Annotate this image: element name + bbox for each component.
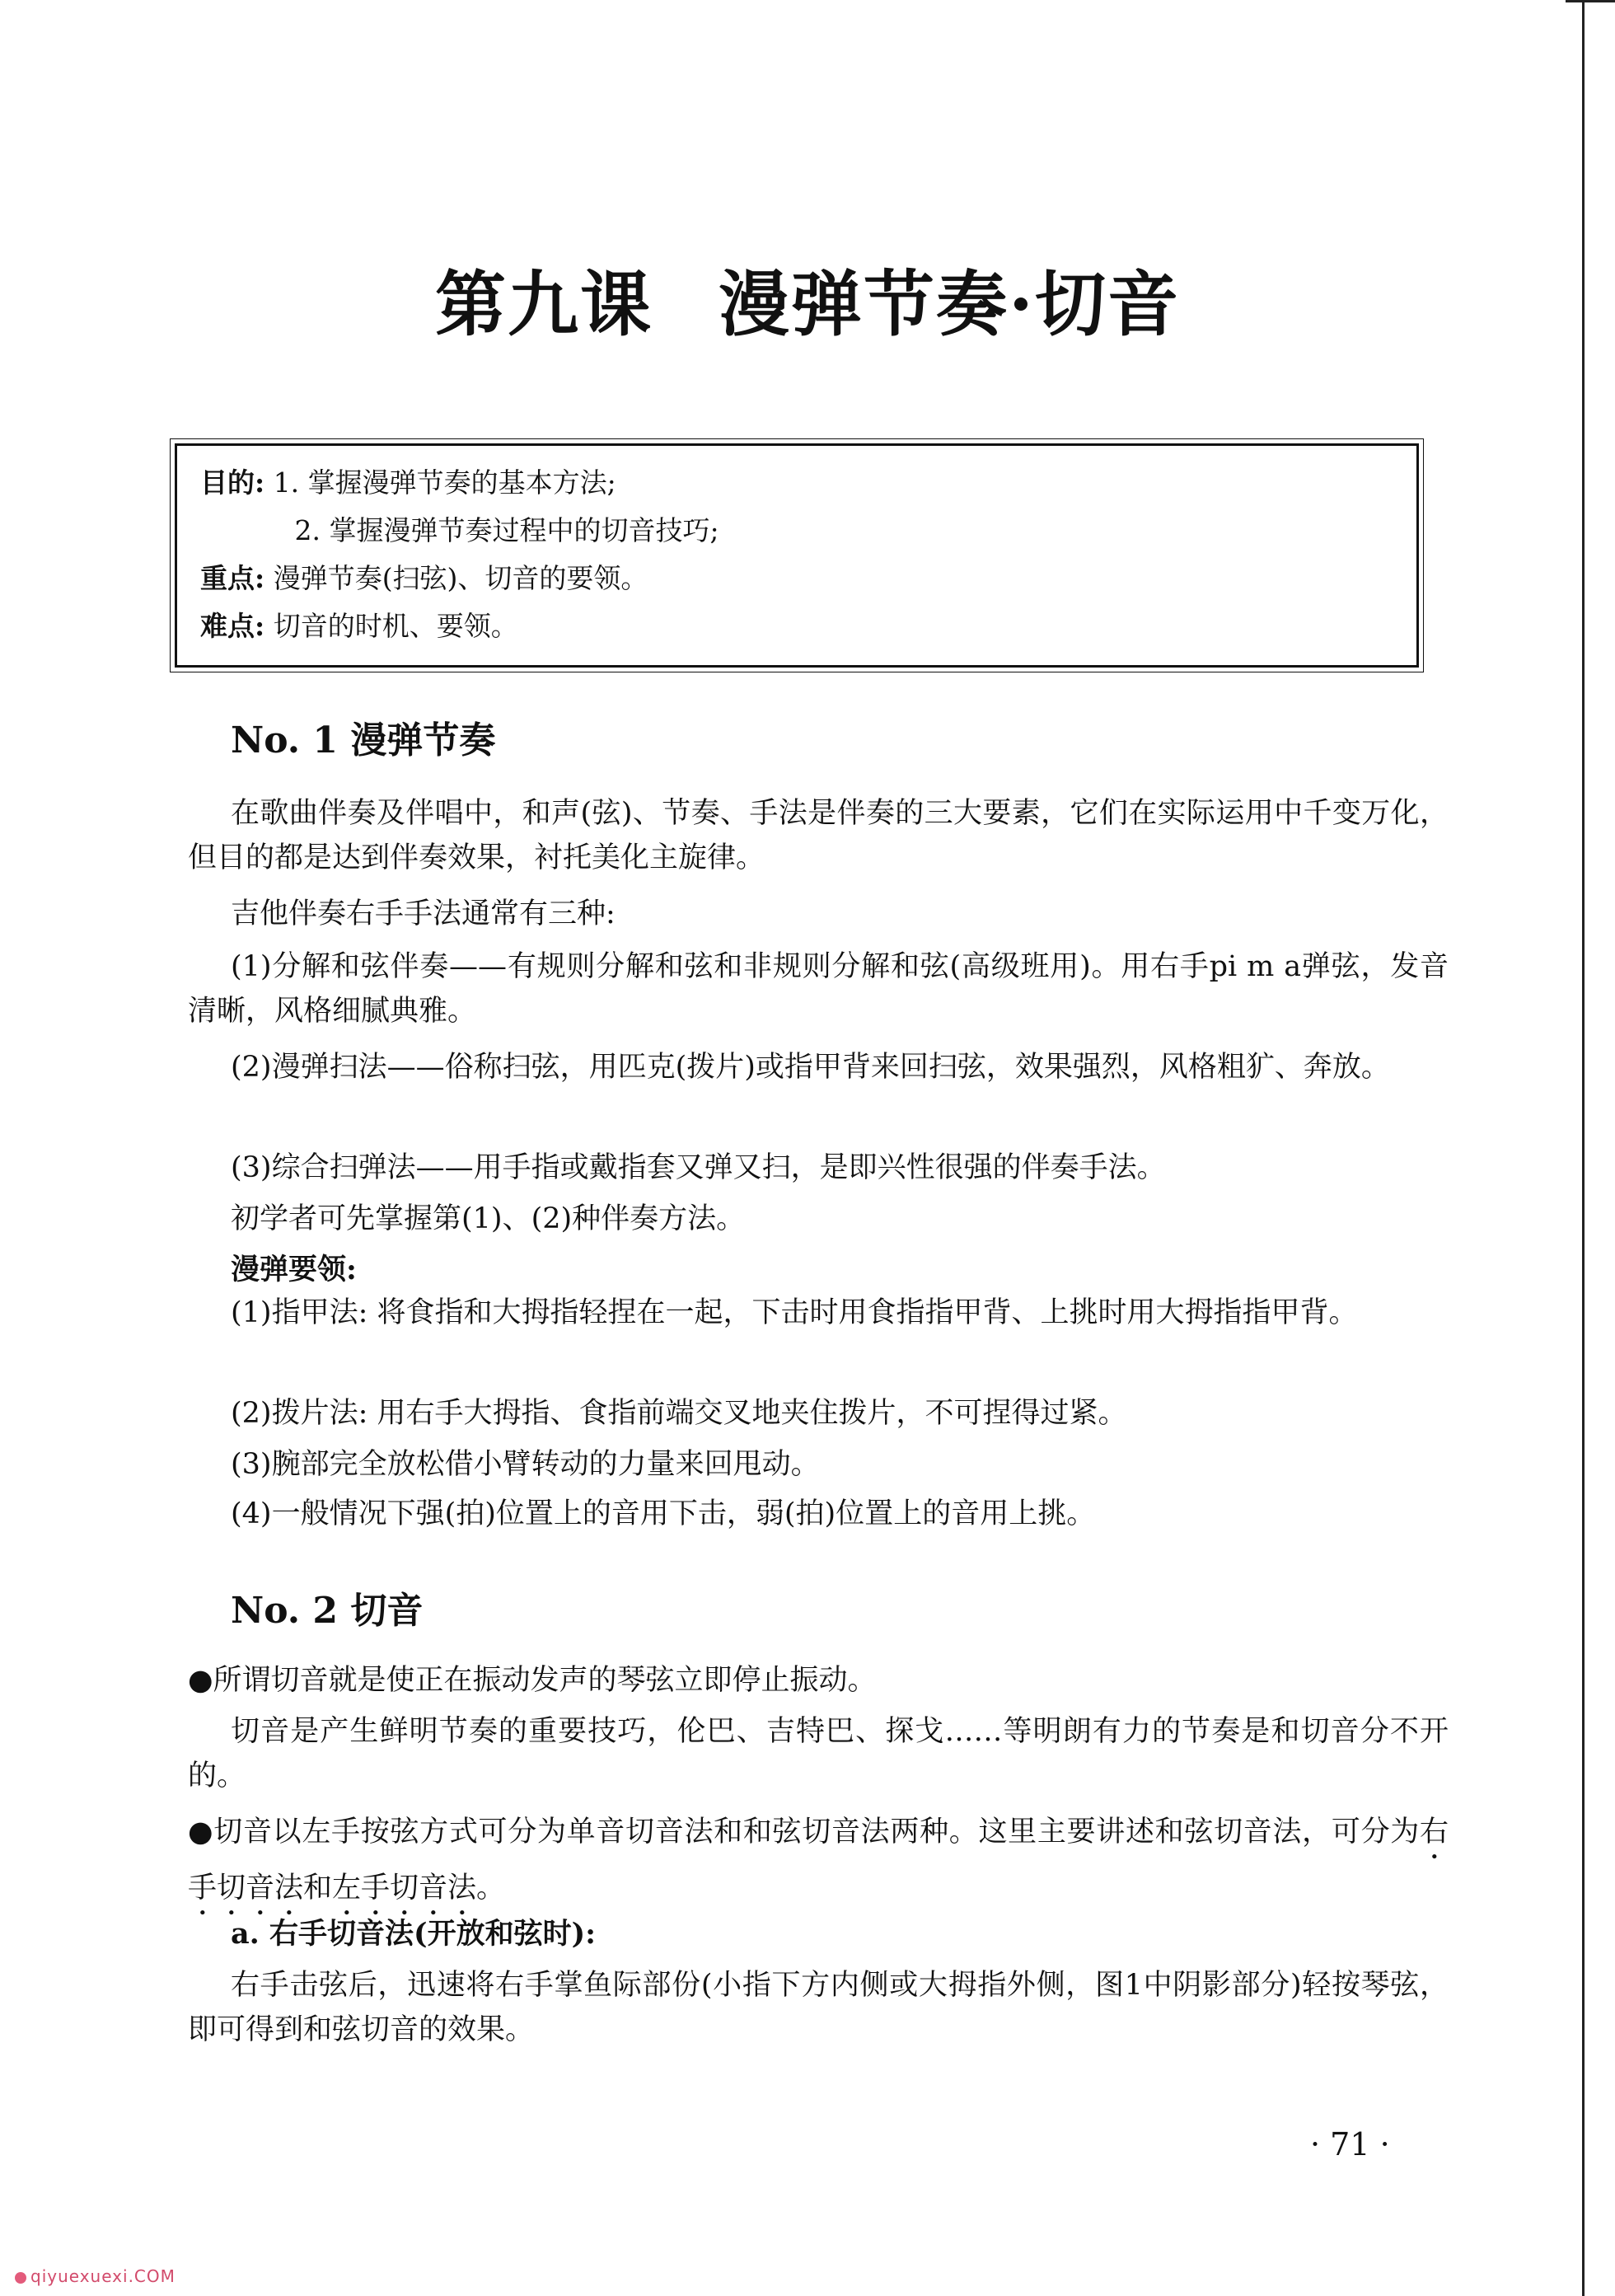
paragraph-3-text-a: ●切音以左手按弦方式可分为单音切音法和和弦切音法两种。这里主要讲述和弦切音法，可分为 [188, 1816, 1420, 1849]
watermark-logo-icon [15, 2272, 26, 2284]
section-1-paragraph-5: (3)综合扫弹法——用手指或戴指套又弹又扫，是即兴性很强的伴奏手法。 [231, 1151, 1166, 1184]
objectives-box [175, 443, 1419, 668]
key-label: 重点: [200, 562, 265, 594]
page-title [0, 247, 1615, 349]
purpose-item-2: 2. 掌握漫弹节奏过程中的切音技巧; [294, 514, 719, 546]
page-number: · 71 · [1310, 2126, 1390, 2162]
key-row [200, 555, 1393, 602]
section-2-paragraph-1: ●所谓切音就是使正在振动发声的琴弦立即停止振动。 [188, 1664, 877, 1697]
top-edge-line [1566, 0, 1615, 2]
purpose-row-2 [200, 507, 1393, 555]
paragraph-3-text-e: 。 [476, 1872, 506, 1905]
watermark-text: qiyuexuexi.COM [30, 2266, 176, 2286]
lesson-number: 第九课 [435, 263, 653, 346]
purpose-item-1: 1. 掌握漫弹节奏的基本方法; [273, 466, 616, 499]
section-2-paragraph-3 [188, 1810, 1449, 1922]
purpose-row-1 [200, 459, 1393, 507]
lesson-topic: 漫弹节奏·切音 [719, 263, 1180, 346]
section-1-heading: No. 1 漫弹节奏 [231, 719, 496, 761]
difficulty-text: 切音的时机、要领。 [273, 610, 518, 642]
section-1-paragraph-8: (1)指甲法: 将食指和大拇指轻捏在一起，下击时用食指指甲背、上挑时用大拇指指甲背。 [231, 1296, 1358, 1329]
section-1-paragraph-10: (3)腕部完全放松借小臂转动的力量来回甩动。 [231, 1448, 820, 1481]
section-1-paragraph-6: 初学者可先掌握第(1)、(2)种伴奏方法。 [231, 1202, 746, 1235]
left-hand-mute-term: 左手切音法 [332, 1872, 477, 1905]
section-2-paragraph-5: 右手击弦后，迅速将右手掌鱼际部份(小指下方内侧或大拇指外侧，图1中阴影部分)轻按琴弦，即可得到和弦切音的效果。 [188, 1969, 1449, 2046]
section-1-paragraph-4: (2)漫弹扫法——俗称扫弦，用匹克(拨片)或指甲背来回扫弦，效果强烈，风格粗犷、奔放。 [231, 1051, 1390, 1084]
key-text: 漫弹节奏(扫弦)、切音的要领。 [273, 562, 648, 594]
section-2-heading: No. 2 切音 [231, 1590, 424, 1632]
right-hand-mute-term: 右手切音法 [188, 1816, 1449, 1905]
watermark [15, 2266, 176, 2286]
section-1-paragraph-9: (2)拨片法: 用右手大拇指、食指前端交叉地夹住拨片，不可捏得过紧。 [231, 1397, 1127, 1430]
section-1-paragraph-2: 吉他伴奏右手手法通常有三种: [231, 897, 616, 930]
difficulty-label: 难点: [200, 610, 265, 642]
strumming-tips-label: 漫弹要领: [231, 1253, 357, 1286]
purpose-label: 目的: [200, 466, 265, 499]
section-2-paragraph-2: 切音是产生鲜明节奏的重要技巧，伦巴、吉特巴、探戈……等明朗有力的节奏是和切音分不开的。 [188, 1715, 1449, 1792]
section-1-paragraph-1: 在歌曲伴奏及伴唱中，和声(弦)、节奏、手法是伴奏的三大要素，它们在实际运用中千变万化，但目的都是达到伴奏效果，衬托美化主旋律。 [188, 797, 1449, 874]
section-1-paragraph-11: (4)一般情况下强(拍)位置上的音用下击，弱(拍)位置上的音用上挑。 [231, 1497, 1096, 1530]
paragraph-3-text-c: 和 [303, 1872, 333, 1905]
section-1-paragraph-3: (1)分解和弦伴奏——有规则分解和弦和非规则分解和弦(高级班用)。用右手pi m a弹弦，发音清晰，风格细腻典雅。 [188, 950, 1449, 1028]
right-hand-mute-subheading: a. 右手切音法(开放和弦时): [231, 1917, 597, 1951]
difficulty-row [200, 602, 1393, 650]
